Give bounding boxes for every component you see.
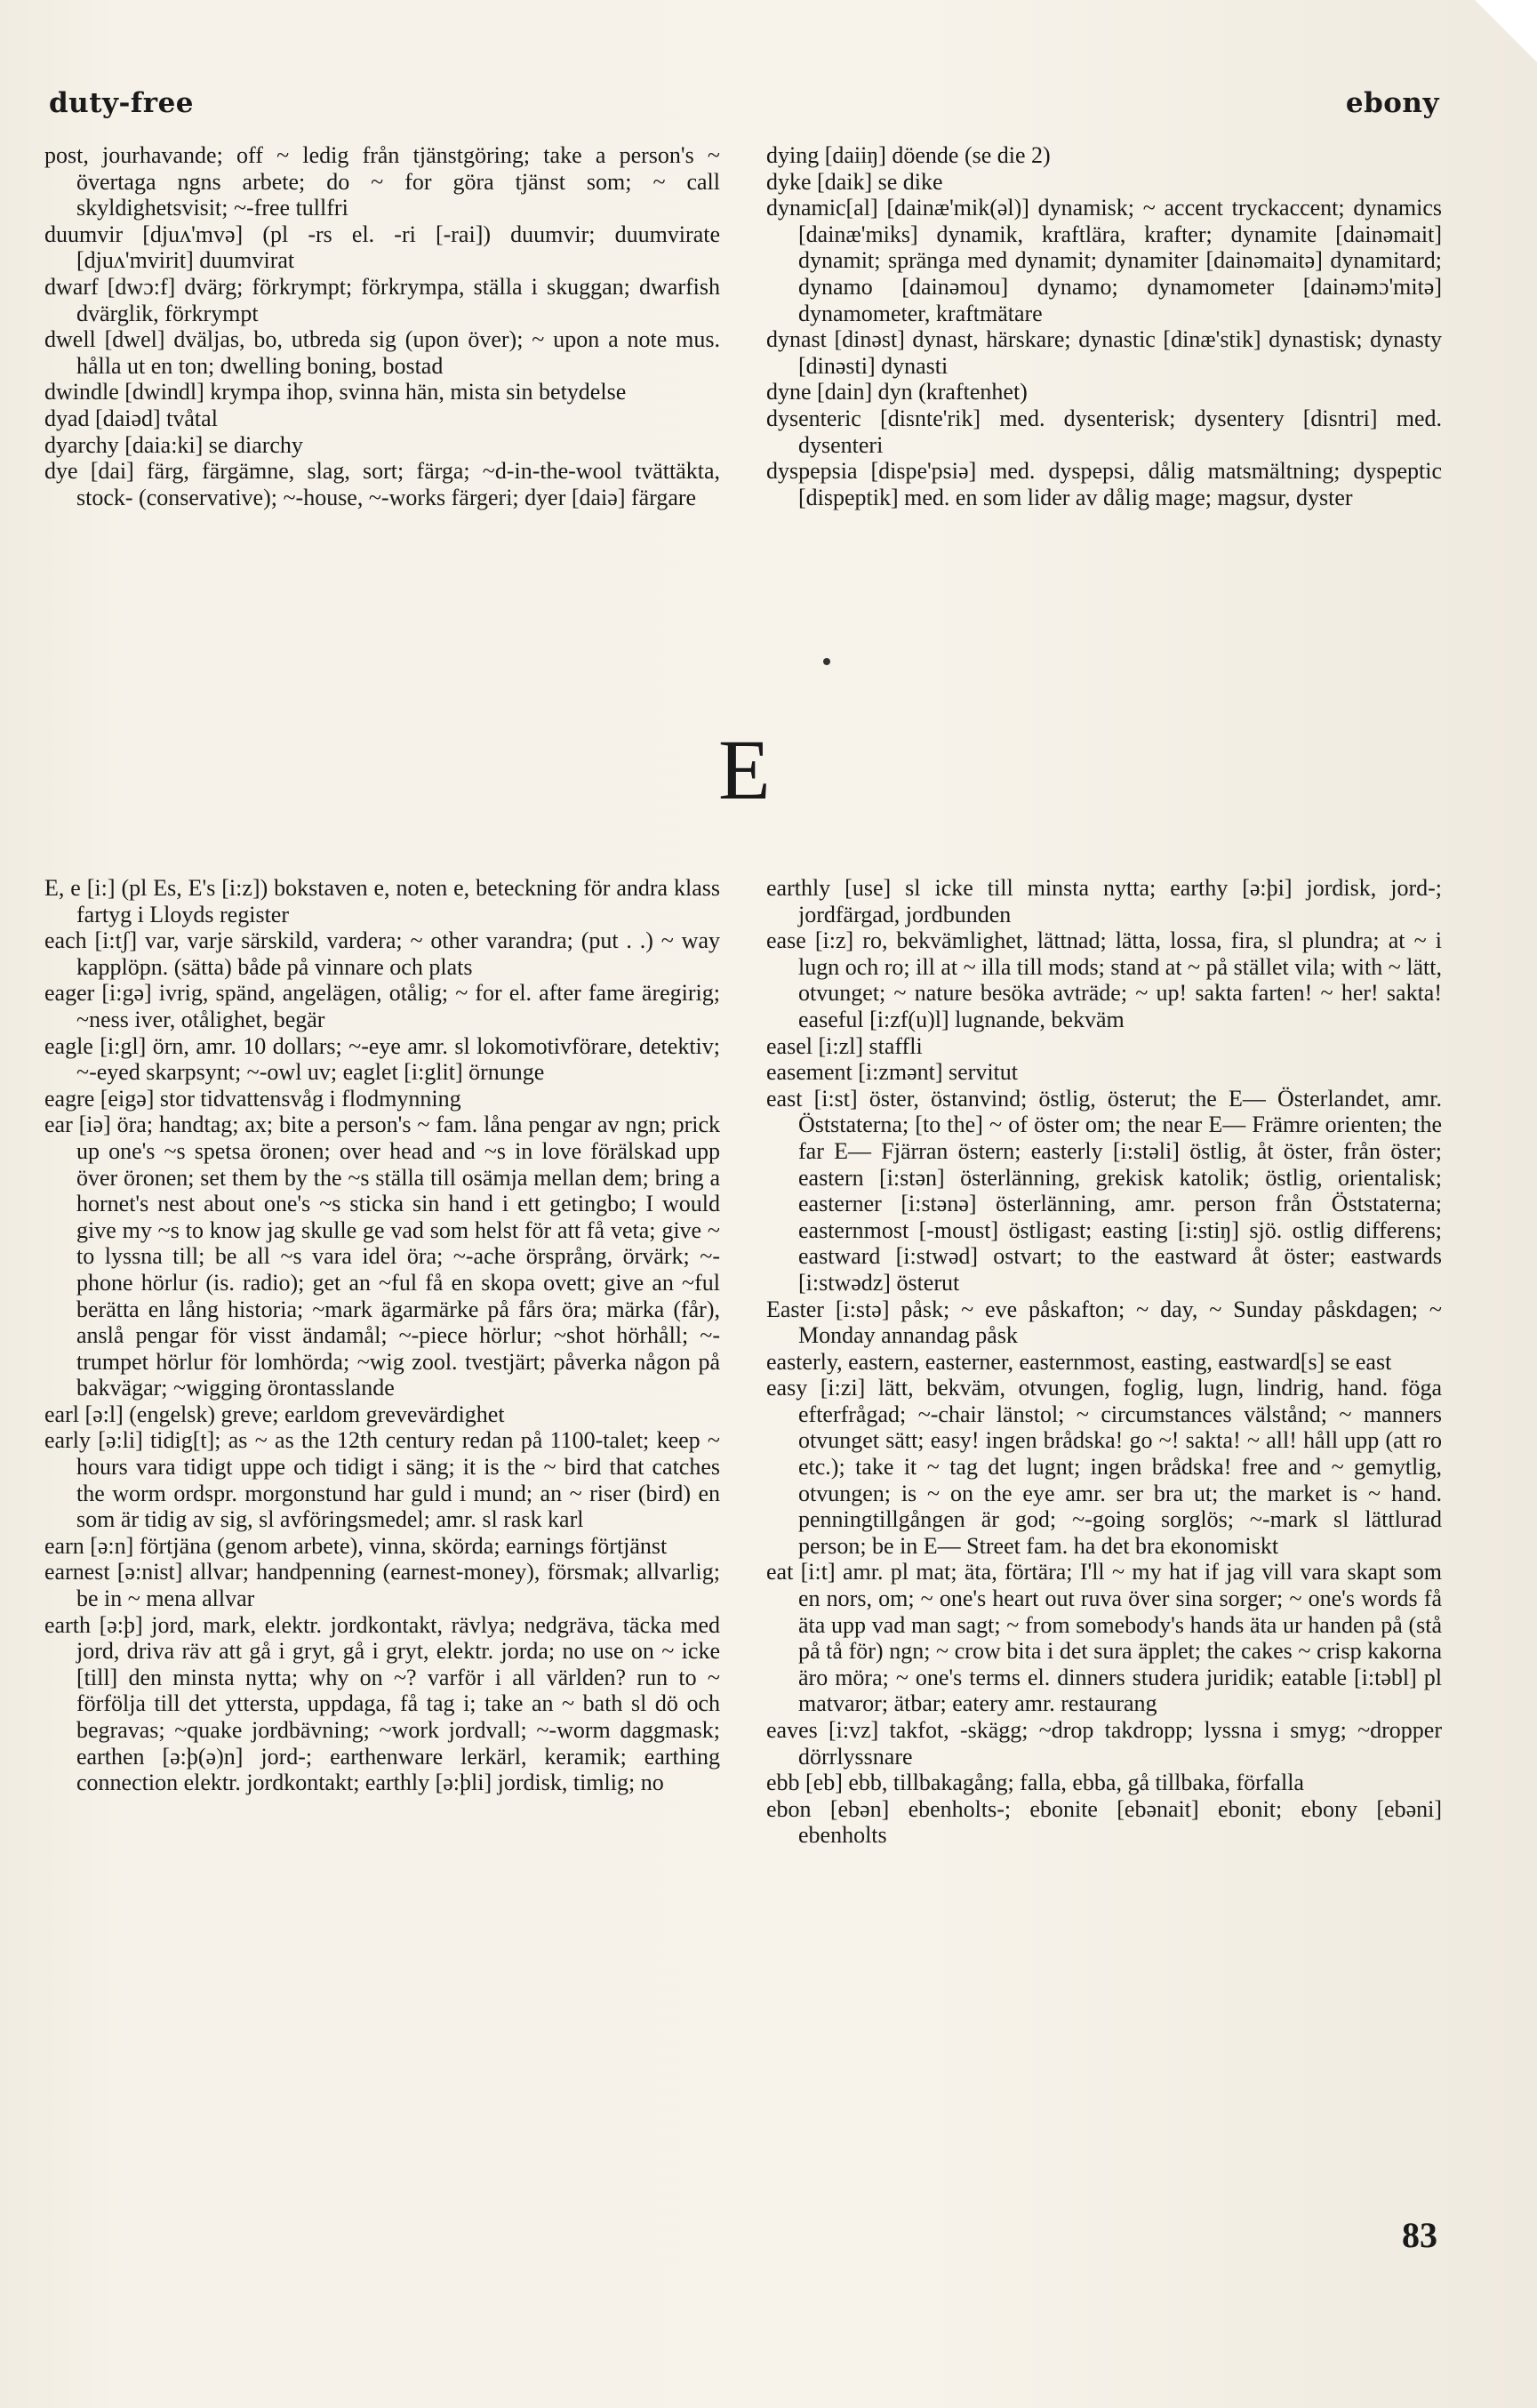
column-top-left (44, 142, 720, 510)
header-right-guide-word: ebony (1345, 87, 1439, 119)
dictionary-entry: dyke [daik] se dike (766, 168, 943, 195)
dictionary-entry: easement [i:zmənt] servitut (766, 1059, 1019, 1086)
page-number: 83 (1402, 2215, 1437, 2255)
dictionary-entry: earn [ə:n] förtjäna (genom arbete), vinna, skörda; earnings förtjänst (44, 1532, 668, 1559)
dictionary-entry: eagle [i:gl] örn, amr. 10 dollars; ~-eye amr. sl lokomotivförare, detektiv; ~-eyed skarpsynt; ~-owl uv; eaglet [i:glit] örnunge (44, 1032, 720, 1086)
dictionary-entry: early [ə:li] tidig[t]; as ~ as the 12th century redan på 1100-talet; keep ~ hours vara tidigt uppe och tidigt i säng; it is the ~ bird that catches the worm ordspr. morgonstund har guld i mund; an ~ riser (bird) en som är tidig av sig, sl avföringsmedel; amr. sl rask karl (44, 1427, 720, 1533)
ink-dot (823, 658, 830, 665)
page-corner-fold (1475, 0, 1537, 62)
column-bottom-right (766, 875, 1442, 1849)
dictionary-entry: dyne [dain] dyn (kraftenhet) (766, 379, 1028, 405)
dictionary-entry: eagre [eigə] stor tidvattensvåg i flodmynning (44, 1085, 461, 1112)
section-letter: E (718, 722, 771, 817)
dictionary-entry: dying [daiiŋ] döende (se die 2) (766, 142, 1051, 168)
dictionary-entry: easel [i:zl] staffli (766, 1032, 923, 1059)
dictionary-entry: earnest [ə:nist] allvar; handpenning (earnest-money), försmak; allvarlig; be in ~ mena allvar (44, 1559, 720, 1612)
dictionary-entry: dyad [daiəd] tvåtal (44, 405, 218, 431)
dictionary-entry: earth [ə:þ] jord, mark, elektr. jordkontakt, rävlya; nedgräva, täcka med jord, driva räv att gå i gryt, gå i gryt, elektr. jorda; no use on ~ icke [till] den minsta nytta; why on ~? varför i all världen? run to ~ förfölja till det yttersta, uppdaga, få tag i; take an ~ bath sl dö och begravas; ~quake jordbävning; ~work jordvall; ~-worm daggmask; earthen [ə:þ(ə)n] jord-; earthenware lerkärl, keramik; earthing connection elektr. jordkontakt; earthly [ə:þli] jordisk, timlig; no (44, 1611, 720, 1796)
dictionary-entry: easy [i:zi] lätt, bekväm, otvungen, foglig, lugn, lindrig, hand. föga efterfrågad; ~-chair länstol; ~ circumstances välstånd; ~ manners otvunget sätt; easy! ingen brådska! go ~! sakta! ~ all! håll upp (att ro etc.); take it ~ tag det lugnt; ingen brådska! free and ~ gemytlig, otvungen; is ~ on the eye amr. ser bra ut; the market is ~ hand. penningtillgången är god; ~-going sorglös; ~-mark sl lättlurad person; be in E— Street fam. ha det bra ekonomiskt (766, 1375, 1442, 1559)
dictionary-entry: dyspepsia [dispe'psiə] med. dyspepsi, dålig matsmältning; dyspeptic [dispeptik] med. en som lider av dålig mage; magsur, dyster (766, 458, 1442, 510)
dictionary-entry: eaves [i:vz] takfot, -skägg; ~drop takdropp; lyssna i smyg; ~dropper dörrlyssnare (766, 1717, 1442, 1770)
dictionary-entry: dye [dai] färg, färgämne, slag, sort; färga; ~d-in-the-wool tvättäkta, stock- (conservative); ~-house, ~-works färgeri; dyer [daiə] färgare (44, 458, 720, 510)
dictionary-entry: post, jourhavande; off ~ ledig från tjänstgöring; take a person's ~ övertaga ngns arbete; do ~ for göra tjänst som; ~ call skyldighetsvisit; ~-free tullfri (44, 142, 720, 221)
dictionary-entry: dwell [dwel] dväljas, bo, utbreda sig (upon över); ~ upon a note mus. hålla ut en ton; dwelling boning, bostad (44, 326, 720, 379)
dictionary-entry: earl [ə:l] (engelsk) greve; earldom grevevärdighet (44, 1401, 505, 1427)
dictionary-entry: each [i:tʃ] var, varje särskild, vardera; ~ other varandra; (put . .) ~ way kapplöpn. (sätta) både på vinnare och plats (44, 927, 720, 980)
dictionary-entry: Easter [i:stə] påsk; ~ eve påskafton; ~ day, ~ Sunday påskdagen; ~ Monday annandag påsk (766, 1296, 1442, 1349)
dictionary-entry: eat [i:t] amr. pl mat; äta, förtära; I'll ~ my hat if jag vill vara skapt som en nors, om; ~ one's heart out ruva över sina sorger; ~ one's words få äta upp vad man sagt; ~ from somebody's hands äta ur handen på (stå på tå för) ngn; ~ crow bita i det sura äpplet; the cakes ~ crisp kakorna äro möra; ~ one's terms el. dinners studera juridik; eatable [i:təbl] pl matvaror; ätbar; eatery amr. restaurang (766, 1559, 1442, 1717)
dictionary-entry: earthly [use] sl icke till minsta nytta; earthy [ə:þi] jordisk, jord-; jordfärgad, jordbunden (766, 875, 1442, 927)
header-left-guide-word: duty-free (49, 87, 195, 119)
dictionary-entry: east [i:st] öster, östanvind; östlig, österut; the E— Österlandet, amr. Öststaterna; [to the] ~ of öster om; the near E— Främre orienten; the far E— Fjärran östern; easterly [i:stəli] östlig, åt öster, från öster; eastern [i:stən] österlänning, grekisk katolik; östlig, orientalisk; easterner [i:stənə] österlänning, amr. person från Öststaterna; easternmost [-moust] östligast; easting [i:stiŋ] sjö. ostlig differens; eastward [i:stwəd] ostvart; to the eastward åt öster; eastwards [i:stwədz] österut (766, 1085, 1442, 1296)
dictionary-entry: dysenteric [disnte'rik] med. dysenterisk; dysentery [disntri] med. dysenteri (766, 405, 1442, 458)
dictionary-entry: easterly, eastern, easterner, easternmost, easting, eastward[s] se east (766, 1348, 1392, 1375)
dictionary-entry: ear [iə] öra; handtag; ax; bite a person's ~ fam. låna pengar av ngn; prick up one's ~s spetsa öronen; over head and ~s in love förälskad upp över öronen; set them by the ~s ställa till osämja mellan dem; bring a hornet's nest about one's ~s sticka sin hand i ett getingbo; I would give my ~s to know jag skulle ge vad som helst för att få veta; give ~ to lyssna till; be all ~s vara idel öra; ~-ache örsprång, örvärk; ~-phone hörlur (is. radio); get an ~ful få en skopa ovett; give an ~ful berätta en lång historia; ~mark ägarmärke på fårs öra; märka (får), anslå pengar för visst ändamål; ~-piece hörlur; ~shot hörhåll; ~-trumpet hörlur för lomhörda; ~wig zool. tvestjärt; påverka någon på bakvägar; ~wigging örontasslande (44, 1112, 720, 1401)
dictionary-entry: dwindle [dwindl] krympa ihop, svinna hän, mista sin betydelse (44, 379, 627, 405)
dictionary-entry: dwarf [dwɔ:f] dvärg; förkrympt; förkrympa, ställa i skuggan; dwarfish dvärglik, förkrympt (44, 273, 720, 326)
column-top-right (766, 142, 1442, 510)
dictionary-entry: ebon [ebən] ebenholts-; ebonite [ebənait] ebonit; ebony [ebəni] ebenholts (766, 1795, 1442, 1849)
dictionary-entry: ebb [eb] ebb, tillbakagång; falla, ebba, gå tillbaka, förfalla (766, 1770, 1304, 1796)
dictionary-entry: dynamic[al] [dainæ'mik(əl)] dynamisk; ~ accent tryckaccent; dynamics [dainæ'miks] dynamik, kraftlära, krafter; dynamite [dainəmait] dynamit; spränga med dynamit; dynamiter [dainəmaitə] dynamitard; dynamo [dainəmou] dynamo; dynamometer [dainəmɔ'mitə] dynamometer, kraftmätare (766, 195, 1442, 326)
dictionary-entry: dynast [dinəst] dynast, härskare; dynastic [dinæ'stik] dynastisk; dynasty [dinəsti] dynasti (766, 326, 1442, 379)
dictionary-entry: dyarchy [daia:ki] se diarchy (44, 431, 303, 458)
dictionary-entry: duumvir [djuʌ'mvə] (pl -rs el. -ri [-rai]) duumvir; duumvirate [djuʌ'mvirit] duumvirat (44, 221, 720, 274)
dictionary-entry: ease [i:z] ro, bekvämlighet, lättnad; lätta, lossa, fira, sl plundra; at ~ i lugn och ro; ill at ~ illa till mods; stand at ~ på stället vila; with ~ lätt, otvunget; ~ nature besöka avträde; ~ up! sakta farten! ~ her! sakta! easeful [i:zf(u)l] lugnande, bekväm (766, 927, 1442, 1032)
dictionary-entry: eager [i:gə] ivrig, spänd, angelägen, otålig; ~ for el. after fame äregirig; ~ness iver, otålighet, begär (44, 980, 720, 1032)
column-bottom-left (44, 875, 720, 1796)
dictionary-entry: E, e [i:] (pl Es, E's [i:z]) bokstaven e, noten e, beteckning för andra klass fartyg i Lloyds register (44, 875, 720, 927)
